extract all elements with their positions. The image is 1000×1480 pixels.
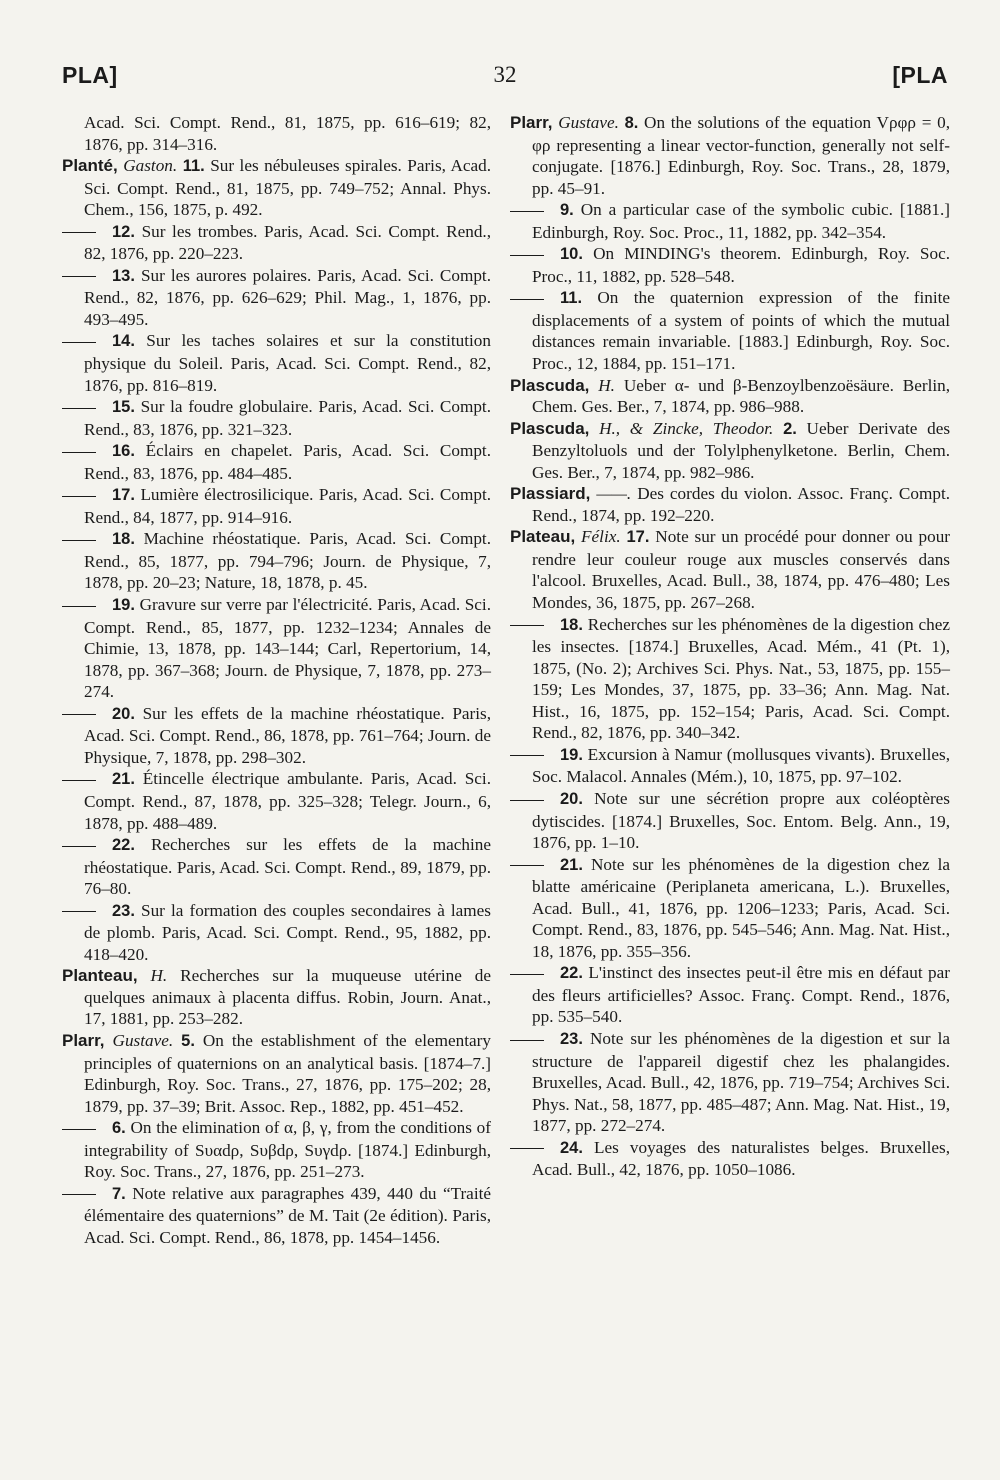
bibliography-entry bbox=[62, 155, 491, 221]
entry-number: 2. bbox=[783, 419, 797, 438]
entry-text: On MINDING's theorem. Edinburgh, Roy. Soc. Proc., 11, 1882, pp. 528–548. bbox=[532, 244, 950, 286]
entry-number: 19. bbox=[112, 596, 135, 615]
entry-number: 23. bbox=[112, 901, 135, 920]
bibliography-entry bbox=[62, 528, 491, 594]
author-given-name: ——. bbox=[596, 484, 632, 504]
ditto-dash bbox=[510, 255, 544, 256]
bibliography-entry bbox=[62, 112, 491, 155]
entry-text: On a particular case of the symbolic cubic. [1881.] Edinburgh, Roy. Soc. Proc., 11, 1882, pp. 342–354. bbox=[532, 200, 951, 242]
bibliography-entry bbox=[62, 703, 491, 769]
entry-number: 6. bbox=[112, 1119, 126, 1138]
bibliography-entry bbox=[62, 440, 491, 484]
entry-text: On the establishment of the elementary principles of quaternions on an analytical basis. [1874–7.] Edinburgh, Roy. Soc. Trans., 27, 1876, pp. 175–202; 28, 1879, pp. 37–39; Brit. Assoc. Rep., 1882, pp. 451–452. bbox=[84, 1030, 491, 1116]
entry-text: Ueber α- und β-Benzoylbenzoësäure. Berlin, Chem. Ges. Ber., 7, 1874, pp. 986–988. bbox=[532, 375, 951, 417]
bibliography-entry bbox=[510, 199, 950, 243]
entry-text: Machine rhéostatique. Paris, Acad. Sci. Compt. Rend., 85, 1877, pp. 794–796; Journ. de Physique, 7, 1878, pp. 20–23; Nature, 18, 1878, p. 45. bbox=[84, 529, 492, 593]
entry-text: Sur les effets de la machine rhéostatique. Paris, Acad. Sci. Compt. Rend., 86, 1878, pp. 761–764; Journ. de Physique, 7, 1878, pp. 298–302. bbox=[84, 703, 492, 767]
author-given-name: Gustave. bbox=[112, 1030, 174, 1050]
entry-text: Ueber Derivate des Benzyltoluols und der Tolylphenylketone. Berlin, Chem. Ges. Ber., 7, 1874, pp. 982–986. bbox=[532, 418, 951, 482]
entry-text: Note sur un procédé pour donner ou pour rendre leur couleur rouge aux muscles conservés dans l'alcool. Bruxelles, Acad. Bull., 38, 1874, pp. 476–480; Les Mondes, 36, 1875, pp. 267–268. bbox=[532, 527, 951, 613]
ditto-dash bbox=[510, 625, 544, 626]
ditto-dash bbox=[510, 865, 544, 866]
bibliography-entry bbox=[62, 1183, 491, 1249]
entry-number: 21. bbox=[560, 855, 583, 874]
author-given-name: H. bbox=[150, 966, 168, 986]
entry-number: 18. bbox=[112, 530, 135, 549]
entry-number: 9. bbox=[560, 201, 574, 220]
author-given-name: H. bbox=[598, 375, 615, 395]
ditto-dash bbox=[62, 714, 96, 715]
bibliography-entry bbox=[510, 1028, 950, 1137]
author-given-name: Gaston. bbox=[123, 156, 178, 176]
right-column bbox=[510, 112, 950, 1181]
running-head-left: PLA] bbox=[62, 62, 118, 88]
entry-text: On the solutions of the equation Vρφρ = 0, φρ representing a linear vector-function, generally not self-conjugate. [1876.] Edinburgh, Roy. Soc. Trans., 28, 1879, pp. 45–91. bbox=[532, 113, 950, 198]
bibliography-entry bbox=[510, 526, 950, 613]
ditto-dash bbox=[62, 232, 96, 233]
author-name: Planté, bbox=[62, 156, 118, 176]
ditto-dash bbox=[62, 540, 96, 541]
entry-number: 5. bbox=[181, 1031, 195, 1050]
bibliography-entry bbox=[62, 1117, 491, 1183]
entry-text: Sur les aurores polaires. Paris, Acad. Sci. Compt. Rend., 82, 1876, pp. 626–629; Phil. Mag., 1, 1876, pp. 493–495. bbox=[84, 265, 492, 329]
entry-text: Étincelle électrique ambulante. Paris, Acad. Sci. Compt. Rend., 87, 1878, pp. 325–328; Telegr. Journ., 6, 1878, pp. 488–489. bbox=[84, 769, 492, 833]
ditto-dash bbox=[62, 780, 96, 781]
bibliography-entry bbox=[510, 962, 950, 1028]
entry-text: Excursion à Namur (mollusques vivants). Bruxelles, Soc. Malacol. Annales (Mém.), 10, 1875, pp. 97–102. bbox=[532, 744, 950, 787]
entry-text: Recherches sur les phénomènes de la digestion chez les insectes. [1874.] Bruxelles, Acad. Mém., 41 (Pt. 1), 1875, (No. 2); Archives Sci. Phys. Nat., 53, 1875, pp. 155–159; Les Mondes, 37, 1875, pp. 33–36; Ann. Mag. Nat. Hist., 16, 1875, pp. 152–154; Paris, Acad. Sci. Compt. Rend., 82, 1876, pp. 340–342. bbox=[532, 614, 951, 743]
bibliography-entry bbox=[62, 1030, 491, 1117]
entry-number: 17. bbox=[112, 486, 135, 505]
entry-text: Sur la foudre globulaire. Paris, Acad. Sci. Compt. Rend., 83, 1876, pp. 321–323. bbox=[84, 397, 491, 439]
bibliography-entry bbox=[510, 112, 950, 199]
entry-number: 20. bbox=[560, 789, 583, 808]
bibliography-entry bbox=[510, 788, 950, 854]
entry-number: 7. bbox=[112, 1184, 126, 1203]
ditto-dash bbox=[62, 911, 96, 912]
ditto-dash bbox=[510, 800, 544, 801]
ditto-dash bbox=[62, 342, 96, 343]
bibliography-entry bbox=[62, 594, 491, 703]
entry-text: Éclairs en chapelet. Paris, Acad. Sci. Compt. Rend., 83, 1876, pp. 484–485. bbox=[84, 441, 491, 483]
author-name: Plascuda, bbox=[510, 418, 590, 438]
bibliography-entry bbox=[62, 330, 491, 396]
author-name: Plarr, bbox=[510, 113, 553, 132]
author-given-name: Gustave. bbox=[558, 113, 619, 132]
entry-number: 14. bbox=[112, 332, 135, 351]
entry-number: 21. bbox=[112, 770, 135, 789]
ditto-dash bbox=[62, 1194, 96, 1195]
entry-number: 24. bbox=[560, 1138, 583, 1157]
page-number: 32 bbox=[493, 62, 517, 87]
bibliography-entry bbox=[510, 854, 950, 963]
entry-text: Note sur les phénomènes de la digestion chez la blatte américaine (Periplaneta americana, L.). Bruxelles, Acad. Bull., 41, 1876, pp. 1206–1233; Paris, Acad. Sci. Compt. Rend., 83, 1876, pp. 545–546; Ann. Mag. Nat. Hist., 18, 1876, pp. 355–356. bbox=[532, 854, 950, 961]
bibliography-entry bbox=[62, 965, 491, 1030]
author-name: Plassiard, bbox=[510, 484, 591, 504]
page-header bbox=[62, 62, 948, 94]
entry-number: 20. bbox=[112, 704, 135, 723]
entry-text: Recherches sur les effets de la machine rhéostatique. Paris, Acad. Sci. Compt. Rend., 89, 1879, pp. 76–80. bbox=[84, 835, 492, 899]
entry-number: 16. bbox=[112, 442, 135, 461]
bibliography-entry bbox=[62, 900, 491, 966]
bibliography-entry bbox=[62, 768, 491, 834]
entry-text: Recherches sur la muqueuse utérine de quelques animaux à placenta diffus. Robin, Journ. Anat., 17, 1881, pp. 253–282. bbox=[84, 966, 492, 1029]
entry-number: 10. bbox=[560, 245, 583, 264]
ditto-dash bbox=[62, 276, 96, 277]
entry-text: Sur les taches solaires et sur la constitution physique du Soleil. Paris, Acad. Sci. Compt. Rend., 82, 1876, pp. 816–819. bbox=[84, 331, 491, 395]
entry-number: 15. bbox=[112, 398, 135, 417]
author-name: Plascuda, bbox=[510, 375, 590, 395]
entry-text: Acad. Sci. Compt. Rend., 81, 1875, pp. 616–619; 82, 1876, pp. 314–316. bbox=[84, 113, 491, 154]
entry-number: 19. bbox=[560, 745, 583, 764]
bibliography-entry bbox=[62, 265, 491, 331]
ditto-dash bbox=[510, 1040, 544, 1041]
entry-number: 11. bbox=[560, 289, 583, 308]
ditto-dash bbox=[62, 606, 96, 607]
ditto-dash bbox=[62, 496, 96, 497]
author-name: Plarr, bbox=[62, 1030, 105, 1050]
ditto-dash bbox=[62, 452, 96, 453]
ditto-dash bbox=[510, 974, 544, 975]
bibliography-entry bbox=[510, 287, 950, 374]
entry-text: Note sur une sécrétion propre aux coléoptères dytiscides. [1874.] Bruxelles, Soc. Entom. Belg. Ann., 19, 1876, pp. 1–10. bbox=[532, 788, 950, 853]
bibliography-entry bbox=[510, 483, 950, 526]
bibliography-entry bbox=[510, 614, 950, 744]
bibliography-entry bbox=[62, 221, 491, 265]
entry-number: 23. bbox=[560, 1029, 583, 1048]
ditto-dash bbox=[510, 299, 544, 300]
entry-text: Sur les trombes. Paris, Acad. Sci. Compt. Rend., 82, 1876, pp. 220–223. bbox=[84, 221, 492, 264]
author-given-name: H., & Zincke, Theodor. bbox=[599, 418, 774, 438]
entry-text: Sur les nébuleuses spirales. Paris, Acad. Sci. Compt. Rend., 81, 1875, pp. 749–752; Annal. Phys. Chem., 156, 1875, p. 492. bbox=[84, 156, 492, 220]
ditto-dash bbox=[510, 1148, 544, 1149]
entry-text: Note sur les phénomènes de la digestion et sur la structure de l'appareil digestif chez les phalangides. Bruxelles, Acad. Bull., 42, 1876, pp. 719–754; Archives Sci. Phys. Nat., 58, 1877, pp. 485–487; Ann. Mag. Nat. Hist., 19, 1877, pp. 272–274. bbox=[532, 1028, 951, 1136]
bibliography-entry bbox=[510, 375, 950, 418]
entry-number: 11. bbox=[182, 157, 205, 176]
author-name: Planteau, bbox=[62, 966, 138, 986]
bibliography-entry bbox=[62, 834, 491, 900]
ditto-dash bbox=[62, 408, 96, 409]
ditto-dash bbox=[510, 755, 544, 756]
bibliography-entry bbox=[62, 396, 491, 440]
running-head-right: [PLA bbox=[892, 62, 948, 88]
entry-text: Des cordes du violon. Assoc. Franç. Compt. Rend., 1874, pp. 192–220. bbox=[532, 484, 951, 525]
entry-text: Lumière électrosilicique. Paris, Acad. Sci. Compt. Rend., 84, 1877, pp. 914–916. bbox=[84, 485, 492, 527]
entry-text: On the quaternion expression of the finite displacements of a system of points of which the mutual distances remain invariable. [1883.] Edinburgh, Roy. Soc. Proc., 12, 1884, pp. 151–171. bbox=[532, 288, 950, 374]
author-given-name: Félix. bbox=[581, 527, 621, 547]
entry-text: L'instinct des insectes peut-il être mis en défaut par des fleurs artificielles? Assoc. Franç. Compt. Rend., 1876, pp. 535–540. bbox=[532, 963, 951, 1027]
entry-text: Sur la formation des couples secondaires à lames de plomb. Paris, Acad. Sci. Compt. Rend., 95, 1882, pp. 418–420. bbox=[84, 900, 491, 964]
ditto-dash bbox=[510, 211, 544, 212]
ditto-dash bbox=[62, 1129, 96, 1130]
entry-text: Gravure sur verre par l'électricité. Paris, Acad. Sci. Compt. Rend., 85, 1877, pp. 1232–1234; Annales de Chimie, 13, 1878, pp. 143–144; Carl, Repertorium, 14, 1878, pp. 367–368; Journ. de Physique, 7, 1878, pp. 273–274. bbox=[84, 595, 492, 702]
bibliography-entry bbox=[510, 1137, 950, 1181]
entry-number: 8. bbox=[624, 114, 639, 132]
bibliography-entry bbox=[62, 484, 491, 528]
bibliography-entry bbox=[510, 243, 950, 287]
left-column bbox=[62, 112, 491, 1248]
entry-number: 22. bbox=[112, 836, 135, 855]
entry-text: Note relative aux paragraphes 439, 440 du “Traité élémentaire des quaternions” de M. Tait (2e édition). Paris, Acad. Sci. Compt. Rend., 86, 1878, pp. 1454–1456. bbox=[84, 1183, 491, 1247]
entry-number: 22. bbox=[560, 964, 583, 983]
bibliography-entry bbox=[510, 744, 950, 788]
entry-text: Les voyages des naturalistes belges. Bruxelles, Acad. Bull., 42, 1876, pp. 1050–1086. bbox=[532, 1137, 950, 1180]
ditto-dash bbox=[62, 846, 96, 847]
author-name: Plateau, bbox=[510, 527, 576, 547]
entry-number: 13. bbox=[112, 266, 135, 285]
entry-text: On the elimination of α, β, γ, from the conditions of integrability of Sυαdρ, Sυβdρ, Sυγdρ. [1874.] Edinburgh, Roy. Soc. Trans., 27, 1876, pp. 251–273. bbox=[84, 1118, 491, 1182]
entry-number: 17. bbox=[626, 528, 650, 547]
entry-number: 18. bbox=[560, 615, 583, 634]
entry-number: 12. bbox=[112, 222, 135, 241]
bibliography-entry bbox=[510, 418, 950, 484]
